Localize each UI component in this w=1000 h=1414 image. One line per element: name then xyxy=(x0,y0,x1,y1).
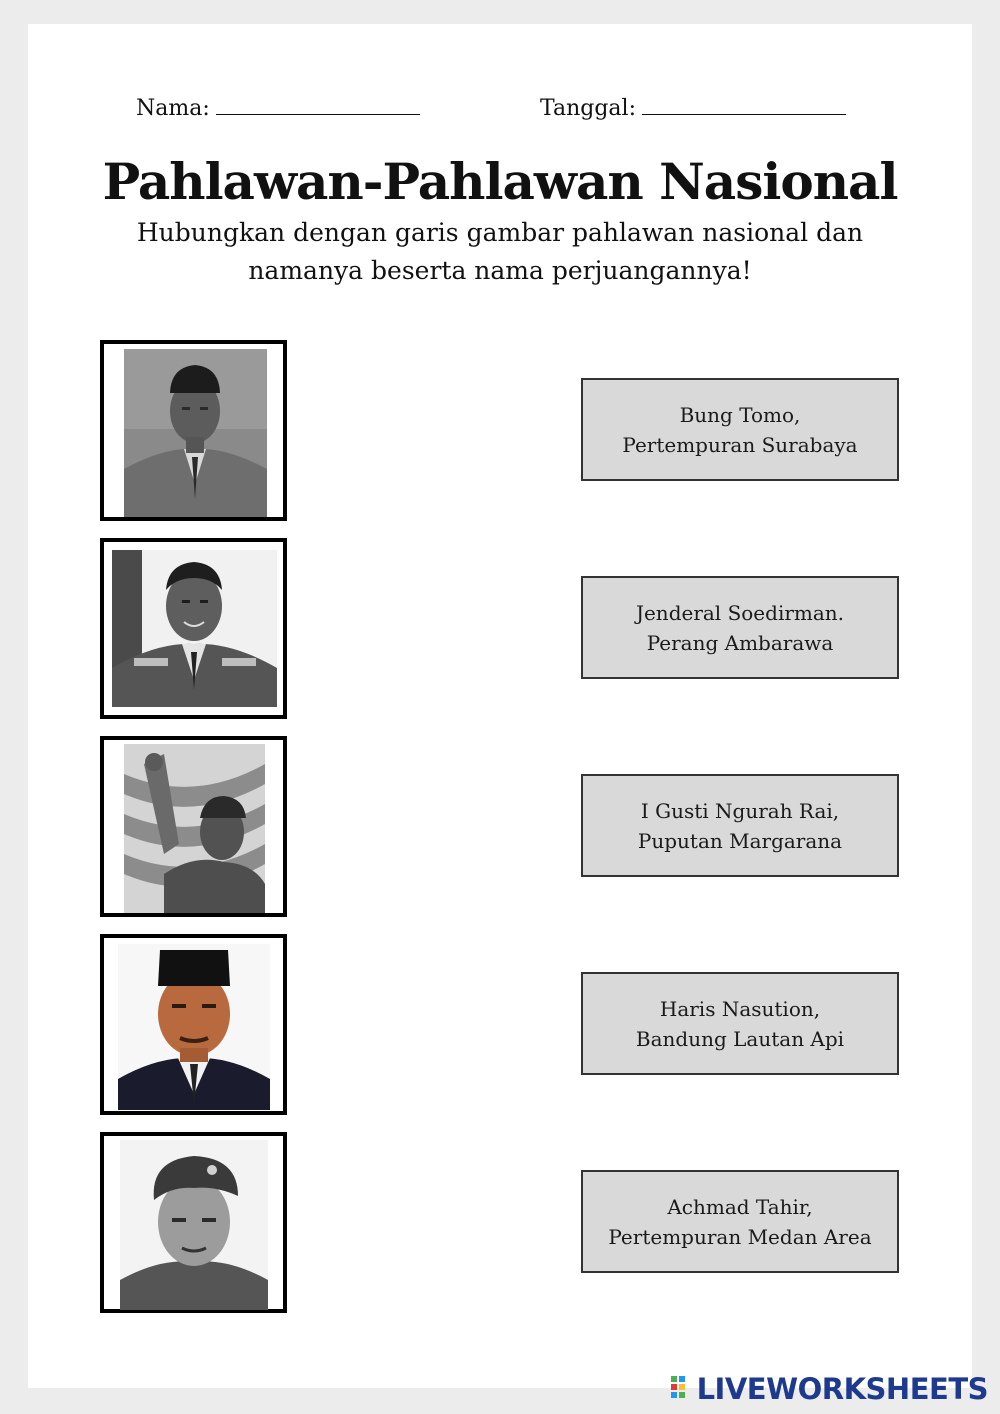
answer-box-5-battle: Pertempuran Medan Area xyxy=(608,1224,872,1249)
hero-photo-3[interactable] xyxy=(100,736,287,917)
date-blank-line[interactable] xyxy=(642,94,846,115)
answer-box-1-name: Bung Tomo, xyxy=(679,402,801,427)
answer-box-2[interactable] xyxy=(581,576,899,679)
liveworksheets-brand[interactable] xyxy=(671,1372,988,1406)
answer-box-4[interactable] xyxy=(581,972,899,1075)
answer-box-4-name: Haris Nasution, xyxy=(659,996,821,1021)
answer-box-3-battle: Puputan Margarana xyxy=(637,828,843,853)
hero-portrait-3-image xyxy=(124,744,265,913)
hero-photo-1[interactable] xyxy=(100,340,287,521)
hero-photo-5[interactable] xyxy=(100,1132,287,1313)
answer-box-3-name: I Gusti Ngurah Rai, xyxy=(640,798,840,823)
instructions-line-1: Hubungkan dengan garis gambar pahlawan nasional dan xyxy=(136,218,864,247)
answer-box-5[interactable] xyxy=(581,1170,899,1273)
name-label: Nama: xyxy=(136,96,210,121)
liveworksheets-brand-text: LIVEWORKSHEETS xyxy=(696,1372,988,1406)
answer-box-3[interactable] xyxy=(581,774,899,877)
name-blank-line[interactable] xyxy=(216,94,420,115)
answer-box-2-name: Jenderal Soedirman. xyxy=(635,600,845,625)
answer-box-1-battle: Pertempuran Surabaya xyxy=(622,432,858,457)
answer-box-1[interactable] xyxy=(581,378,899,481)
hero-portrait-1-image xyxy=(124,349,267,517)
hero-portrait-2-image xyxy=(112,550,277,707)
hero-photo-4[interactable] xyxy=(100,934,287,1115)
date-field xyxy=(540,94,846,121)
answer-box-2-battle: Perang Ambarawa xyxy=(646,630,834,655)
liveworksheets-logo-icon xyxy=(671,1376,693,1402)
date-label: Tanggal: xyxy=(540,96,636,121)
answer-box-4-battle: Bandung Lautan Api xyxy=(635,1026,845,1051)
instructions-line-2: namanya beserta nama perjuangannya! xyxy=(248,256,752,285)
hero-photo-2[interactable] xyxy=(100,538,287,719)
hero-portrait-5-image xyxy=(120,1140,268,1310)
instructions xyxy=(88,214,912,290)
answer-box-5-name: Achmad Tahir, xyxy=(667,1194,813,1219)
page-title: Pahlawan-Pahlawan Nasional xyxy=(102,152,898,211)
hero-portrait-4-image xyxy=(118,944,270,1110)
worksheet-page xyxy=(28,24,972,1388)
name-field xyxy=(136,94,420,121)
